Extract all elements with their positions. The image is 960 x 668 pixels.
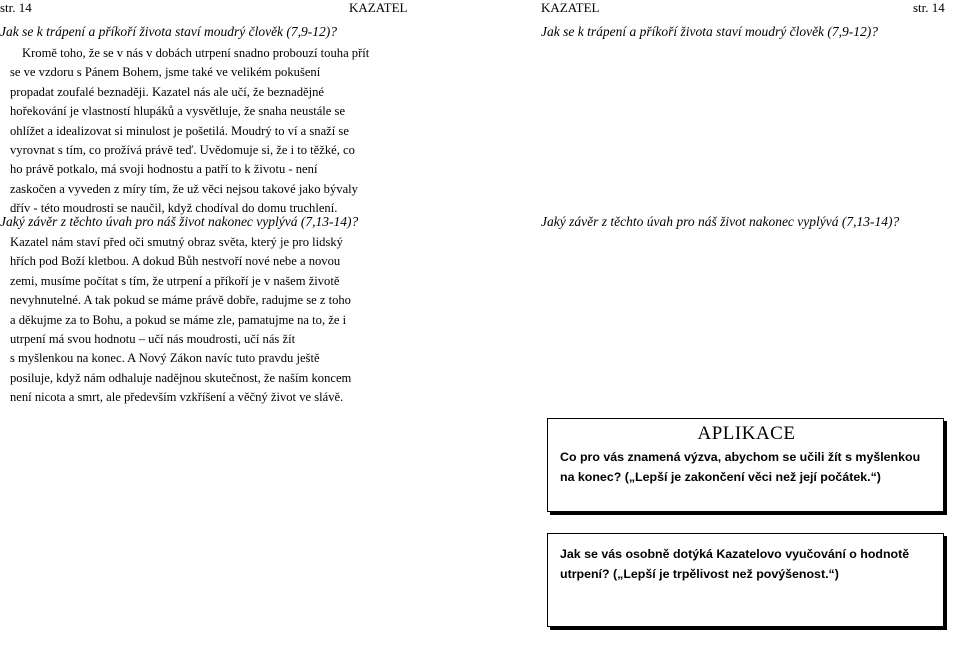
text-line: hořekování je vlastností hlupáků a vysvětluje, že snaha neustále se	[10, 104, 346, 119]
left-page-number: str. 14	[0, 0, 32, 15]
right-page-number: str. 14	[913, 0, 945, 15]
text-line: Kazatel nám staví před oči smutný obraz světa, který je pro lidský	[10, 235, 343, 249]
left-answer-1	[10, 44, 390, 219]
answer-2-paragraph	[10, 233, 390, 408]
answer-1-paragraph	[10, 44, 390, 219]
text-line: propadat zoufalé beznaději. Kazatel nás ale učí, že beznadějné	[10, 84, 324, 99]
text-line: vyrovnat s tím, co prožívá právě teď. Uvědomuje si, že i to těžké, co	[10, 143, 355, 158]
text-line: zemi, musíme počítat s tím, že utrpení a příkoří je v našem životě	[10, 273, 340, 288]
text-line: se ve vzdoru s Pánem Bohem, jsme také ve velikém pokušení	[10, 65, 321, 80]
text-line: ho právě potkalo, má svoji hodnostu a patří to k životu - není	[10, 162, 318, 177]
left-running-title: KAZATEL	[349, 0, 408, 15]
reflection-box	[547, 533, 944, 627]
right-question-1: Jak se k trápení a příkoří života staví moudrý člověk (7,9-12)?	[541, 24, 879, 39]
left-question-1: Jak se k trápení a příkoří života staví moudrý člověk (7,9-12)?	[0, 24, 338, 39]
text-line: ohlížet a idealizovat si minulost je pošetilá. Moudrý to ví a snaží se	[10, 123, 349, 138]
text-line: zaskočen a vyveden z míry tím, že už věci nejsou takové jako bývaly	[10, 181, 358, 196]
text-line: a děkujme za to Bohu, a pokud se máme zle, pamatujme na to, že i	[10, 312, 347, 327]
right-running-title: KAZATEL	[541, 0, 600, 15]
text-line: posiluje, když nám odhaluje nadějnou skutečnost, že naším koncem	[10, 370, 352, 385]
right-question-2: Jaký závěr z těchto úvah pro náš život nakonec vyplývá (7,13-14)?	[541, 214, 900, 229]
application-box	[547, 418, 944, 512]
left-question-2: Jaký závěr z těchto úvah pro náš život nakonec vyplývá (7,13-14)?	[0, 214, 359, 229]
application-text: Co pro vás znamená výzva, abychom se učili žít s myšlenkou na konec? („Lepší je zakončení věci než její počátek.“)	[560, 450, 921, 484]
text-line: Kromě toho, že se v nás v dobách utrpení snadno probouzí touha přít	[22, 46, 370, 60]
text-line: utrpení má svou hodnotu – učí nás moudrosti, učí nás žít	[10, 332, 296, 347]
application-title: APLIKACE	[697, 423, 796, 444]
text-line: nevyhnutelné. A tak pokud se máme právě dobře, radujme se z toho	[10, 293, 351, 308]
text-line: hřích pod Boží kletbou. A dokud Bůh nestvoří nové nebe a novou	[10, 254, 341, 269]
text-line: dřív - této moudrosti se naučil, když chodíval do domu truchlení.	[10, 201, 338, 216]
left-answer-2	[10, 233, 390, 408]
reflection-text: Jak se vás osobně dotýká Kazatelovo vyučování o hodnotě utrpení? („Lepší je trpělivost než povýšenost.“)	[560, 547, 910, 581]
text-line: s myšlenkou na konec. A Nový Zákon navíc tuto pravdu ještě	[10, 351, 320, 366]
text-line: není nicota a smrt, ale především vzkříšení a věčný život ve slávě.	[10, 390, 344, 405]
